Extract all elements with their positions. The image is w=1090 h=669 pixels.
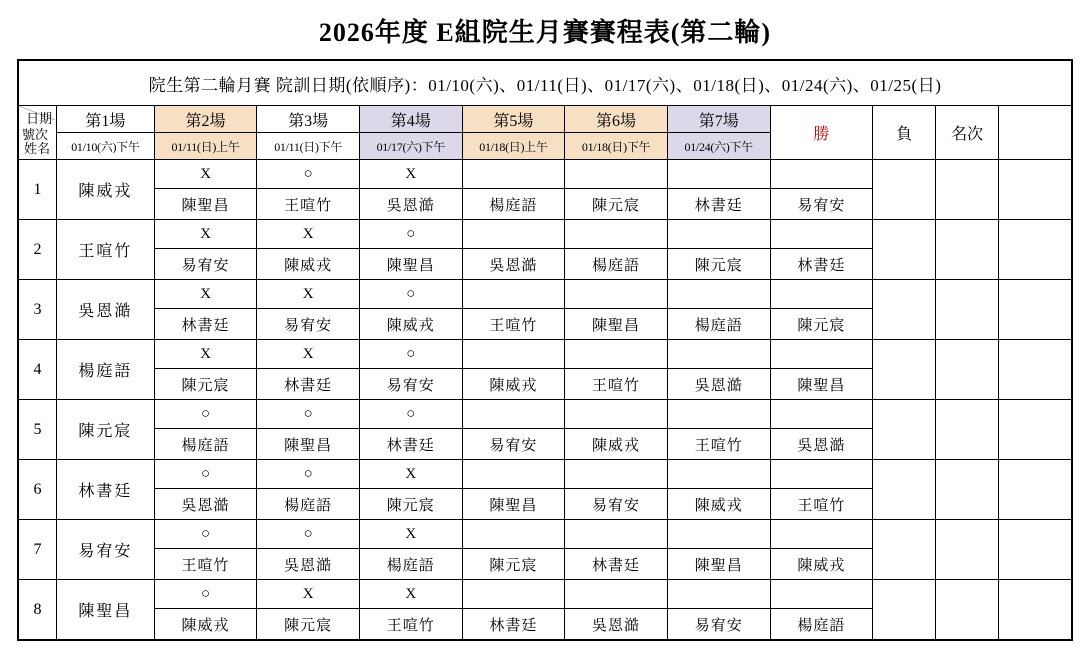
opponent-cell: 易宥安: [257, 309, 360, 340]
opponent-cell: 王喧竹: [462, 309, 565, 340]
opponent-cell: 王喧竹: [565, 369, 668, 400]
corner-header-cell: [18, 106, 57, 160]
result-mark-cell[interactable]: [462, 160, 565, 189]
result-mark-cell[interactable]: [770, 580, 873, 609]
row-player-name: 楊庭語: [57, 340, 155, 400]
result-mark-cell[interactable]: X: [154, 280, 257, 309]
result-mark-cell[interactable]: [565, 400, 668, 429]
opponent-cell: 楊庭語: [565, 249, 668, 280]
result-mark-cell[interactable]: X: [154, 340, 257, 369]
row-sequence: 6: [18, 460, 57, 520]
row-rank[interactable]: [999, 280, 1072, 340]
opponent-cell: 陳威戎: [565, 429, 668, 460]
row-rank[interactable]: [999, 220, 1072, 280]
rank-header: 名次: [936, 106, 999, 160]
opponent-cell: 林書廷: [770, 249, 873, 280]
row-player-name: 吳恩澔: [57, 280, 155, 340]
row-lose-count[interactable]: [936, 460, 999, 520]
table-row: [18, 580, 1072, 609]
result-mark-cell[interactable]: [770, 520, 873, 549]
row-sequence: 5: [18, 400, 57, 460]
row-rank[interactable]: [999, 340, 1072, 400]
schedule-table: [17, 59, 1073, 641]
match-date-6: 01/18(日)下午: [565, 133, 668, 160]
opponent-cell: 陳元宸: [667, 249, 770, 280]
opponent-cell: 陳威戎: [462, 369, 565, 400]
match-header-5: 第5場: [462, 106, 565, 133]
row-player-name: 易宥安: [57, 520, 155, 580]
row-sequence: 7: [18, 520, 57, 580]
result-mark-cell[interactable]: [565, 220, 668, 249]
result-mark-cell[interactable]: [667, 220, 770, 249]
result-mark-cell[interactable]: [667, 400, 770, 429]
opponent-cell: 易宥安: [359, 369, 462, 400]
page-title: 2026年度 E組院生月賽賽程表(第二輪): [318, 18, 772, 47]
row-rank[interactable]: [999, 580, 1072, 641]
seq-header-label: 號次: [22, 127, 49, 142]
result-mark-cell[interactable]: [667, 280, 770, 309]
result-mark-cell[interactable]: [565, 280, 668, 309]
match-header-2: 第2場: [154, 106, 257, 133]
result-mark-cell[interactable]: X: [154, 220, 257, 249]
result-mark-cell[interactable]: [667, 160, 770, 189]
row-player-name: 王喧竹: [57, 220, 155, 280]
table-row: [18, 400, 1072, 429]
match-header-1: 第1場: [57, 106, 155, 133]
row-sequence: 2: [18, 220, 57, 280]
result-mark-cell[interactable]: ○: [359, 340, 462, 369]
opponent-cell: 陳聖昌: [770, 369, 873, 400]
result-mark-cell[interactable]: [462, 460, 565, 489]
opponent-cell: 林書廷: [462, 609, 565, 641]
row-rank[interactable]: [999, 520, 1072, 580]
row-lose-count[interactable]: [936, 220, 999, 280]
opponent-cell: 王喧竹: [154, 549, 257, 580]
opponent-cell: 陳聖昌: [257, 429, 360, 460]
notice-row: [18, 60, 1072, 106]
result-mark-cell[interactable]: [565, 340, 668, 369]
match-date-4: 01/17(六)下午: [359, 133, 462, 160]
opponent-cell: 楊庭語: [462, 189, 565, 220]
row-sequence: 1: [18, 160, 57, 220]
row-win-count[interactable]: [873, 280, 936, 340]
corner-name-label: 姓名: [24, 141, 51, 156]
row-sequence: 4: [18, 340, 57, 400]
opponent-cell: 陳元宸: [565, 189, 668, 220]
row-win-count[interactable]: [873, 460, 936, 520]
opponent-cell: 陳元宸: [770, 309, 873, 340]
opponent-cell: 陳聖昌: [565, 309, 668, 340]
row-win-count[interactable]: [873, 580, 936, 641]
row-lose-count[interactable]: [936, 280, 999, 340]
row-rank[interactable]: [999, 400, 1072, 460]
corner-date-label: 日期: [26, 111, 53, 126]
row-win-count[interactable]: [873, 520, 936, 580]
row-player-name: 林書廷: [57, 460, 155, 520]
result-mark-cell[interactable]: [667, 580, 770, 609]
result-mark-cell[interactable]: ○: [154, 580, 257, 609]
opponent-cell: 易宥安: [154, 249, 257, 280]
result-mark-cell[interactable]: [565, 580, 668, 609]
result-mark-cell[interactable]: X: [257, 220, 360, 249]
opponent-cell: 易宥安: [667, 609, 770, 641]
opponent-cell: 楊庭語: [359, 549, 462, 580]
opponent-cell: 楊庭語: [770, 609, 873, 641]
row-lose-count[interactable]: [936, 400, 999, 460]
opponent-cell: 林書廷: [565, 549, 668, 580]
row-sequence: 8: [18, 580, 57, 641]
opponent-cell: 陳元宸: [257, 609, 360, 641]
opponent-cell: 陳威戎: [154, 609, 257, 641]
result-mark-cell[interactable]: [770, 160, 873, 189]
result-mark-cell[interactable]: ○: [359, 280, 462, 309]
match-header-7: 第7場: [667, 106, 770, 133]
opponent-cell: 林書廷: [257, 369, 360, 400]
result-mark-cell[interactable]: [565, 520, 668, 549]
table-row: [18, 220, 1072, 249]
result-mark-cell[interactable]: ○: [154, 460, 257, 489]
row-win-count[interactable]: [873, 340, 936, 400]
opponent-cell: 吳恩澔: [154, 489, 257, 520]
opponent-cell: 易宥安: [462, 429, 565, 460]
result-mark-cell[interactable]: ○: [257, 160, 360, 189]
result-mark-cell[interactable]: [667, 460, 770, 489]
opponent-cell: 吳恩澔: [667, 369, 770, 400]
match-date-7: 01/24(六)下午: [667, 133, 770, 160]
match-date-5: 01/18(日)上午: [462, 133, 565, 160]
opponent-cell: 楊庭語: [257, 489, 360, 520]
result-mark-cell[interactable]: ○: [359, 400, 462, 429]
result-mark-cell[interactable]: [462, 220, 565, 249]
opponent-cell: 陳元宸: [154, 369, 257, 400]
result-mark-cell[interactable]: X: [359, 160, 462, 189]
result-mark-cell[interactable]: [770, 460, 873, 489]
opponent-cell: 陳威戎: [257, 249, 360, 280]
result-mark-cell[interactable]: X: [257, 580, 360, 609]
result-mark-cell[interactable]: ○: [257, 400, 360, 429]
opponent-cell: 吳恩澔: [257, 549, 360, 580]
result-mark-cell[interactable]: [462, 280, 565, 309]
row-lose-count[interactable]: [936, 340, 999, 400]
notice-text: 院生第二輪月賽 院訓日期(依順序)：01/10(六)、01/11(日)、01/17(六)、01/18(日)、01/24(六)、01/25(日): [18, 60, 1072, 106]
result-mark-cell[interactable]: X: [154, 160, 257, 189]
match-header-4: 第4場: [359, 106, 462, 133]
match-date-2: 01/11(日)上午: [154, 133, 257, 160]
result-mark-cell[interactable]: [462, 400, 565, 429]
opponent-cell: 吳恩澔: [462, 249, 565, 280]
match-header-6: 第6場: [565, 106, 668, 133]
result-mark-cell[interactable]: [565, 160, 668, 189]
result-mark-cell[interactable]: [462, 340, 565, 369]
opponent-cell: 吳恩澔: [565, 609, 668, 641]
row-win-count[interactable]: [873, 160, 936, 220]
result-mark-cell[interactable]: [770, 280, 873, 309]
row-win-count[interactable]: [873, 400, 936, 460]
row-player-name: 陳元宸: [57, 400, 155, 460]
table-row: [18, 340, 1072, 369]
opponent-cell: 林書廷: [154, 309, 257, 340]
result-mark-cell[interactable]: [462, 580, 565, 609]
row-rank[interactable]: [999, 160, 1072, 220]
row-sequence: 3: [18, 280, 57, 340]
row-rank[interactable]: [999, 460, 1072, 520]
win-header: 勝: [770, 106, 873, 160]
opponent-cell: 林書廷: [359, 429, 462, 460]
opponent-cell: 王喧竹: [359, 609, 462, 641]
opponent-cell: 王喧竹: [257, 189, 360, 220]
result-mark-cell[interactable]: [770, 340, 873, 369]
table-row: [18, 520, 1072, 549]
opponent-cell: 陳威戎: [359, 309, 462, 340]
table-row: [18, 280, 1072, 309]
match-date-1: 01/10(六)下午: [57, 133, 155, 160]
row-lose-count[interactable]: [936, 580, 999, 641]
match-date-3: 01/11(日)下午: [257, 133, 360, 160]
opponent-cell: 王喧竹: [770, 489, 873, 520]
opponent-cell: 楊庭語: [154, 429, 257, 460]
opponent-cell: 林書廷: [667, 189, 770, 220]
result-mark-cell[interactable]: X: [257, 340, 360, 369]
match-header-3: 第3場: [257, 106, 360, 133]
opponent-cell: 陳聖昌: [667, 549, 770, 580]
result-mark-cell[interactable]: ○: [154, 520, 257, 549]
result-mark-cell[interactable]: ○: [359, 220, 462, 249]
row-lose-count[interactable]: [936, 520, 999, 580]
result-mark-cell[interactable]: [462, 520, 565, 549]
opponent-cell: 陳元宸: [359, 489, 462, 520]
opponent-cell: 陳威戎: [770, 549, 873, 580]
result-mark-cell[interactable]: [770, 220, 873, 249]
row-win-count[interactable]: [873, 220, 936, 280]
opponent-cell: 陳威戎: [667, 489, 770, 520]
opponent-cell: 楊庭語: [667, 309, 770, 340]
opponent-cell: 王喧竹: [667, 429, 770, 460]
opponent-cell: 陳元宸: [462, 549, 565, 580]
result-mark-cell[interactable]: [667, 340, 770, 369]
result-mark-cell[interactable]: ○: [154, 400, 257, 429]
row-player-name: 陳聖昌: [57, 580, 155, 641]
opponent-cell: 吳恩澔: [359, 189, 462, 220]
result-mark-cell[interactable]: X: [359, 580, 462, 609]
opponent-cell: 陳聖昌: [154, 189, 257, 220]
table-row: [18, 460, 1072, 489]
result-mark-cell[interactable]: [565, 460, 668, 489]
result-mark-cell[interactable]: X: [257, 280, 360, 309]
result-mark-cell[interactable]: X: [359, 520, 462, 549]
result-mark-cell[interactable]: ○: [257, 520, 360, 549]
row-player-name: 陳威戎: [57, 160, 155, 220]
opponent-cell: 吳恩澔: [770, 429, 873, 460]
result-mark-cell[interactable]: X: [359, 460, 462, 489]
opponent-cell: 易宥安: [565, 489, 668, 520]
result-mark-cell[interactable]: [770, 400, 873, 429]
table-row: [18, 160, 1072, 189]
result-mark-cell[interactable]: [667, 520, 770, 549]
row-lose-count[interactable]: [936, 160, 999, 220]
opponent-cell: 易宥安: [770, 189, 873, 220]
opponent-cell: 陳聖昌: [359, 249, 462, 280]
opponent-cell: 陳聖昌: [462, 489, 565, 520]
lose-header: 負: [873, 106, 936, 160]
header-row-match: [18, 106, 1072, 133]
result-mark-cell[interactable]: ○: [257, 460, 360, 489]
